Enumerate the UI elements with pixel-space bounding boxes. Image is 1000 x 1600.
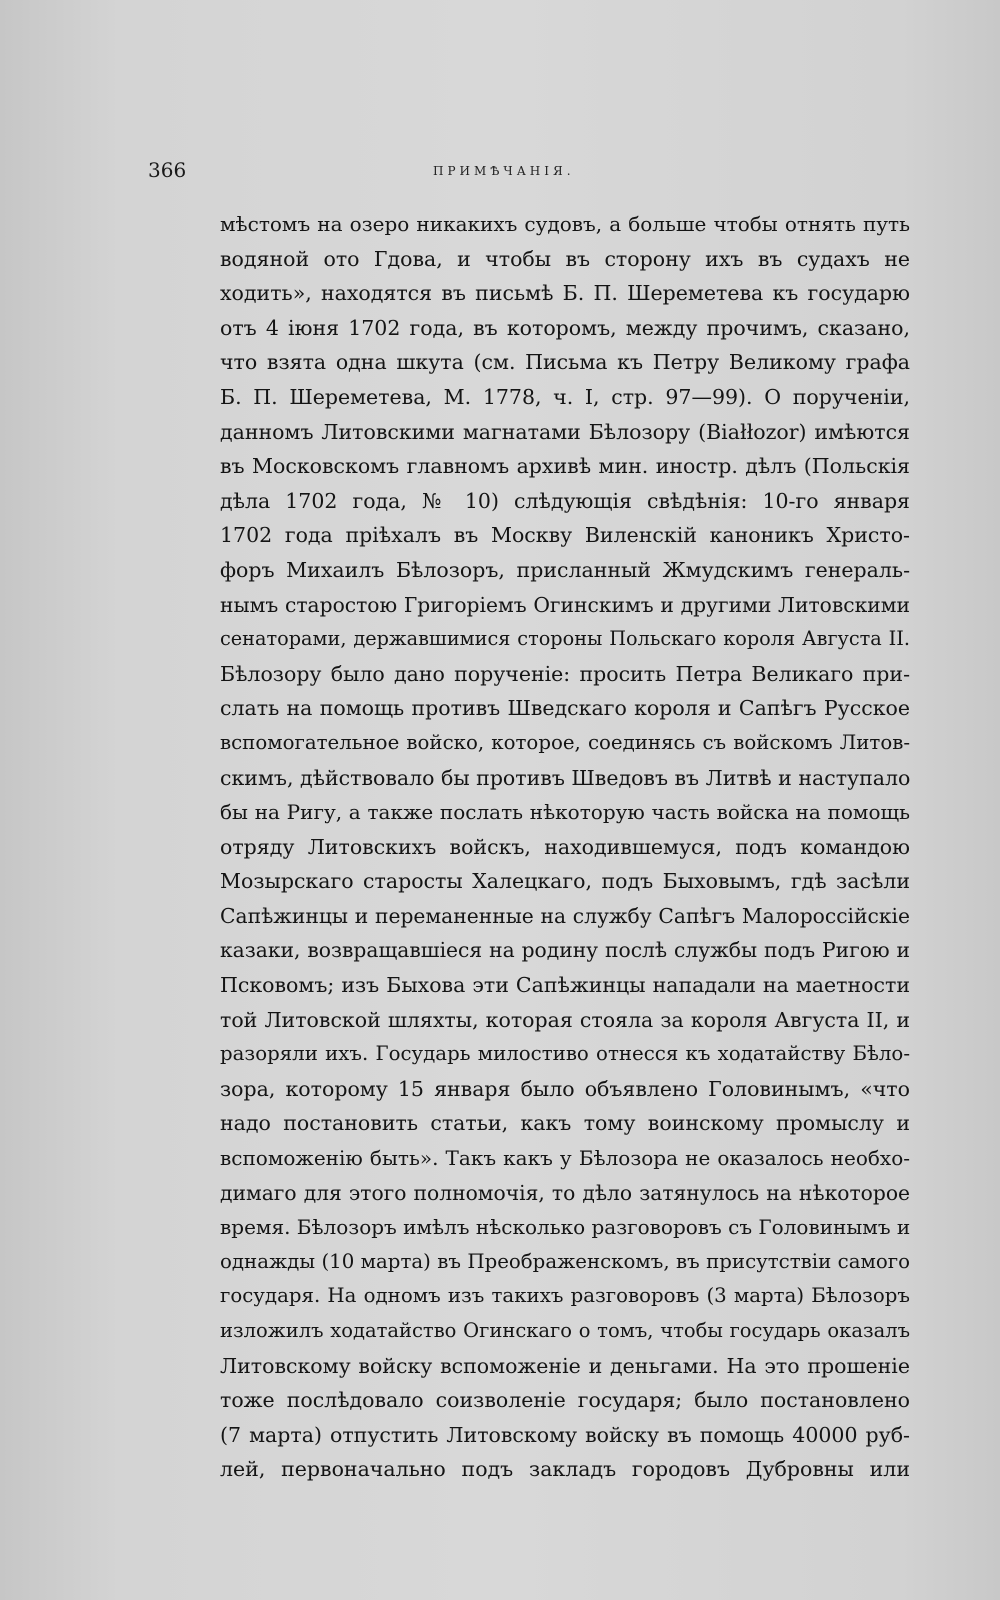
- text-line: слать на помощь противъ Шведскаго короля и Сапѣгъ Русское: [220, 696, 910, 721]
- text-line: что взята одна шкута (см. Письма къ Петру Великому графа: [220, 350, 910, 375]
- text-line: (7 марта) отпустить Литовскому войску въ помощь 40000 руб-: [220, 1422, 910, 1447]
- text-line: водяной ото Гдова, и чтобы въ сторону ихъ въ судахъ не: [220, 246, 910, 271]
- text-line: время. Бѣлозоръ имѣлъ нѣсколько разговоровъ съ Головинымъ и: [220, 1215, 910, 1240]
- page-header: [148, 158, 900, 188]
- text-line: государя. На одномъ изъ такихъ разговоровъ (3 марта) Бѣлозоръ: [220, 1284, 910, 1308]
- body-text: [220, 207, 910, 1487]
- text-line: бы на Ригу, а также послать нѣкоторую часть войска на помощь: [220, 800, 910, 825]
- text-line: разоряли ихъ. Государь милостиво отнесся къ ходатайству Бѣло-: [220, 1042, 910, 1066]
- text-line: 1702 года пріѣхалъ въ Москву Виленскій каноникъ Христо-: [220, 523, 910, 548]
- text-line: однажды (10 марта) въ Преображенскомъ, въ присутствіи самого: [220, 1249, 910, 1273]
- text-line: вспомогательное войско, которое, соединясь съ войскомъ Литов-: [220, 730, 910, 754]
- text-line: зора, которому 15 января было объявлено Головинымъ, «что: [220, 1076, 910, 1101]
- text-line: Псковомъ; изъ Быхова эти Сапѣжинцы нападали на маетности: [220, 973, 910, 998]
- text-line: Мозырскаго старосты Халецкаго, подъ Быховымъ, гдѣ засѣли: [220, 869, 910, 894]
- text-line: димаго для этого полномочія, то дѣло затянулось на нѣкоторое: [220, 1180, 910, 1205]
- text-line: отряду Литовскихъ войскъ, находившемуся, подъ командою: [220, 834, 910, 859]
- text-line: отъ 4 іюня 1702 года, въ которомъ, между прочимъ, сказано,: [220, 315, 910, 340]
- text-line: Бѣлозору было дано порученіе: просить Петра Великаго при-: [220, 661, 910, 686]
- text-line: въ Московскомъ главномъ архивѣ мин. иностр. дѣлъ (Польскія: [220, 454, 910, 479]
- text-line: данномъ Литовскими магнатами Бѣлозору (Białłozor) имѣются: [220, 419, 910, 444]
- text-line: той Литовской шляхты, которая стояла за короля Августа II, и: [220, 1007, 910, 1032]
- text-line: Литовскому войску вспоможеніе и деньгами. На это прошеніе: [220, 1353, 910, 1378]
- text-line: вспоможенію быть». Такъ какъ у Бѣлозора не оказалось необхо-: [220, 1146, 910, 1171]
- text-line: скимъ, дѣйствовало бы противъ Шведовъ въ Литвѣ и наступало: [220, 765, 910, 790]
- text-line: Сапѣжинцы и переманенные на службу Сапѣгъ Малороссійскіе: [220, 903, 910, 928]
- text-line: нымъ старостою Григоріемъ Огинскимъ и другими Литовскими: [220, 592, 910, 617]
- text-line: форъ Михаилъ Бѣлозоръ, присланный Жмудскимъ генераль-: [220, 557, 910, 582]
- page-number: 366: [148, 158, 187, 182]
- text-line: тоже послѣдовало соизволеніе государя; было постановлено: [220, 1388, 910, 1413]
- text-line: сенаторами, державшимися стороны Польскаго короля Августа II.: [220, 627, 910, 651]
- text-line: изложилъ ходатайство Огинскаго о томъ, чтобы государь оказалъ: [220, 1319, 910, 1342]
- text-line: надо постановить статьи, какъ тому воинскому промыслу и: [220, 1111, 910, 1136]
- text-line: Б. П. Шереметева, М. 1778, ч. I, стр. 97—99). О порученіи,: [220, 384, 910, 409]
- text-line: казаки, возвращавшіеся на родину послѣ службы подъ Ригою и: [220, 938, 910, 963]
- running-title: ПРИМѢЧАНІЯ.: [433, 164, 575, 178]
- text-line: мѣстомъ на озеро никакихъ судовъ, а больше чтобы отнять путь: [220, 212, 910, 236]
- text-line: лей, первоначально подъ закладъ городовъ Дубровны или: [220, 1457, 910, 1482]
- text-line: ходить», находятся въ письмѣ Б. П. Шереметева къ государю: [220, 281, 910, 306]
- text-line: дѣла 1702 года, № 10) слѣдующія свѣдѣнія: 10-го января: [220, 488, 910, 513]
